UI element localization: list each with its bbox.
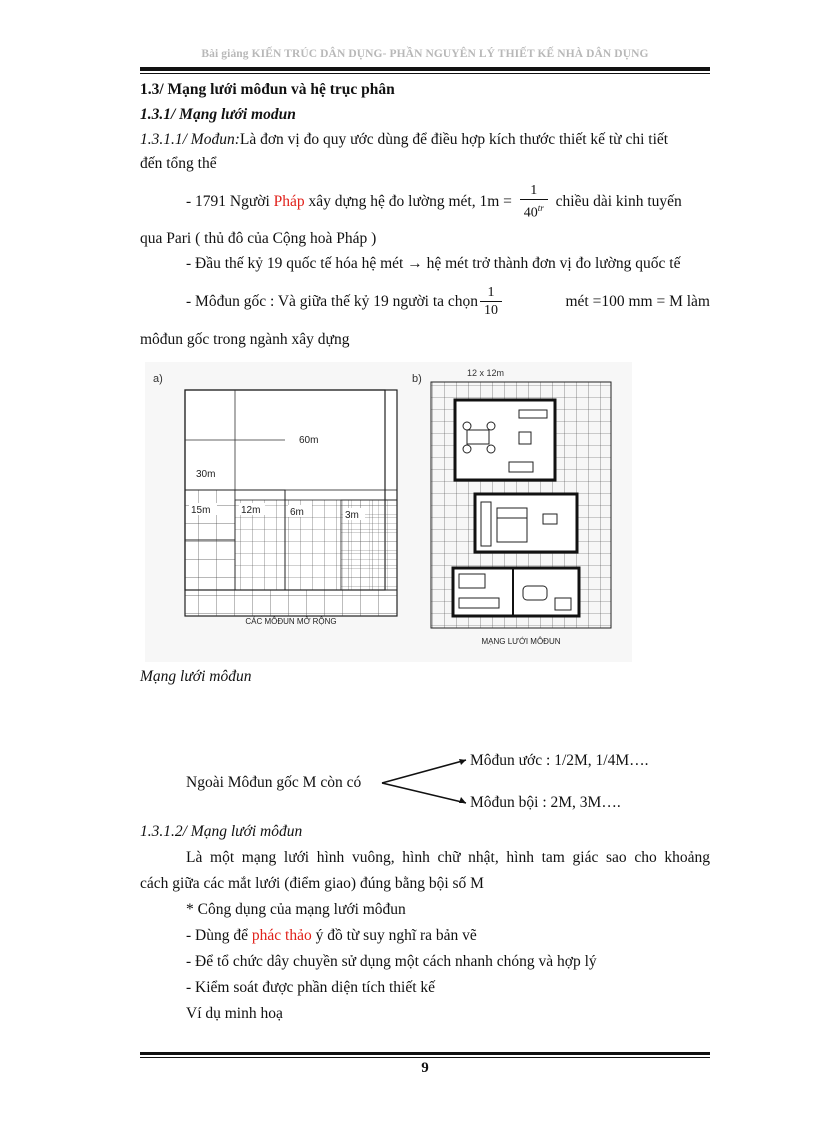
uses-heading: * Công dụng của mạng lưới môđun [186,901,406,918]
modun-label: 1.3.1.1/ Mođun: [140,131,240,148]
p3-pre: - Đầu thế kỷ 19 quốc tế hóa hệ mét [186,255,408,272]
room-kitchen [453,568,579,616]
paragraph-1791-cont: qua Pari ( thủ đô của Cộng hoà Pháp ) [140,230,377,247]
header-rule [140,67,710,71]
paragraph-1791 [186,182,710,222]
branch-top: Môđun ước : 1/2M, 1/4M…. [470,752,649,769]
fraction-den: 10 [480,301,502,319]
branch-arrows [380,755,472,807]
use-1-pre: - Dùng để [186,927,252,944]
running-header: Bài giảng KIẾN TRÚC DÂN DỤNG- PHẦN NGUYÊN LÝ THIẾT KẾ NHÀ DÂN DỤNG [201,48,649,60]
caption-a: CÁC MÔĐUN MỞ RỘNG [245,617,337,626]
p2-post: chiều dài kinh tuyến [551,192,682,210]
p4-left [186,284,504,319]
use-1-red: phác thảo [251,927,312,944]
room-bedroom [475,494,577,552]
fig-label-b: b) [412,373,422,385]
section-title: 1.3/ Mạng lưới môđun và hệ trục phân [140,81,395,98]
subsection-2-title: 1.3.1.2/ Mạng lưới môđun [140,823,303,840]
p2-red: Pháp [273,192,305,210]
label-15m: 15m [191,505,211,516]
use-item-1 [186,926,477,946]
footer-rule [140,1052,710,1055]
label-60m: 60m [299,435,319,446]
p4-post: mét =100 mm = M làm [565,292,710,310]
p4-pre: - Môđun gốc : Và giữa thế kỷ 19 người ta chọn [186,292,479,310]
branch-bottom: Môđun bội : 2M, 3M…. [470,794,621,811]
label-12m: 12m [241,505,261,516]
fraction-1-40 [520,182,548,222]
subsection-title: 1.3.1/ Mạng lưới modun [140,106,296,123]
fraction-den [520,199,548,222]
grid-title: 12 x 12m [467,368,505,378]
p3-post: hệ mét trở thành đơn vị đo lường quốc tế [422,255,681,272]
branch-lead: Ngoài Môđun gốc M còn có [186,774,362,791]
use-item-3: - Kiểm soát được phần diện tích thiết kế [186,979,436,996]
fraction-1-10 [480,284,502,319]
label-3m: 3m [345,510,359,521]
use-item-2: - Để tổ chức dây chuyền sử dụng một cách nhanh chóng và hợp lý [186,953,597,970]
footer-rule-thin [140,1057,710,1058]
label-30m: 30m [196,469,216,480]
modun-text: Là đơn vị đo quy ước dùng để điều hợp kích thước thiết kế từ chi tiết [239,131,669,148]
figure-caption: Mạng lưới môđun [140,668,252,685]
s2-paragraph: Là một mạng lưới hình vuông, hình chữ nhật, hình tam giác sao cho khoảng [186,849,710,866]
header-rule-thin [140,73,710,74]
arrow-icon: → [407,255,423,272]
use-1-post: ý đồ từ suy nghĩ ra bản vẽ [311,927,477,944]
fig-label-a: a) [153,373,163,385]
p2-pre: - 1791 Người [186,192,274,210]
paragraph-modun-goc-cont: môđun gốc trong ngành xây dựng [140,331,350,348]
caption-b: MẠNG LƯỚI MÔĐUN [481,637,561,646]
paragraph-modun-goc [186,284,710,319]
s2-paragraph-cont: cách giữa các mắt lưới (điểm giao) đúng bằng bội số M [140,875,484,892]
fraction-num: 1 [530,183,538,198]
paragraph-modun-cont: đến tổng thể [140,155,217,172]
p2-mid: xây dựng hệ đo lường mét, 1m = [304,192,516,210]
example-label: Ví dụ minh hoạ [186,1005,283,1022]
figure-drawing [145,362,632,662]
fraction-den-sup: tr [537,203,544,213]
fraction-den-value: 40 [523,205,538,221]
paragraph-19th [186,254,680,274]
paragraph-modun [140,130,668,150]
fraction-num: 1 [487,285,495,300]
page-number: 9 [421,1060,429,1076]
modular-grid-figure [145,362,632,662]
label-6m: 6m [290,507,304,518]
